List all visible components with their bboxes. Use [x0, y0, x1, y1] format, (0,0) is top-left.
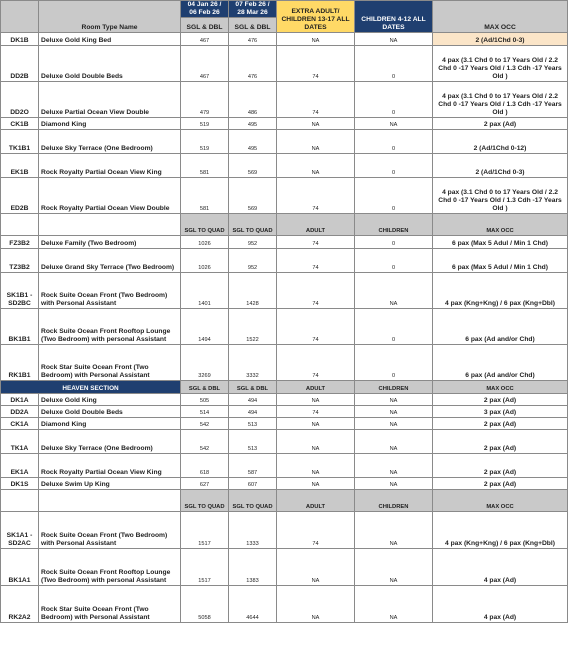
rate-period-1: 542	[181, 430, 229, 454]
rate-period-1: 467	[181, 46, 229, 82]
rate-period-2: 476	[229, 33, 277, 46]
max-occupancy: 4 pax (Kng+Kng) / 6 pax (Kng+Dbl)	[433, 512, 568, 549]
heaven-adult: ADULT	[277, 381, 355, 394]
room-code: SK1A1 - SD2AC	[1, 512, 39, 549]
children-rate: 0	[355, 345, 433, 381]
children-rate: NA	[355, 406, 433, 418]
room-code: EK1B	[1, 154, 39, 178]
table-row	[1, 309, 568, 345]
table-row	[1, 46, 568, 82]
room-code: CK1B	[1, 118, 39, 130]
children-rate: 0	[355, 309, 433, 345]
room-name: Rock Royalty Partial Ocean View Double	[39, 178, 181, 214]
max-occupancy: 4 pax (3.1 Chd 0 to 17 Years Old / 2.2 Chd 0 -17 Years Old / 1.3 Cdh -17 Years Old )	[433, 82, 568, 118]
rate-period-1: 1517	[181, 512, 229, 549]
rate-period-1: 467	[181, 33, 229, 46]
room-code: DD2A	[1, 406, 39, 418]
header-sgl-dbl-2: SGL & DBL	[229, 18, 277, 33]
rate-period-1: 1517	[181, 549, 229, 586]
extra-adult-rate: 74	[277, 273, 355, 309]
rows-top	[1, 33, 568, 214]
rows-heaven	[1, 394, 568, 490]
header-max-occ: MAX OCC	[433, 1, 568, 33]
room-name: Rock Royalty Partial Ocean View King	[39, 154, 181, 178]
room-name: Rock Suite Ocean Front Rooftop Lounge (Two Bedroom) with personal Assistant	[39, 309, 181, 345]
rate-period-2: 952	[229, 236, 277, 249]
room-code: BK1A1	[1, 549, 39, 586]
heaven-max-occ: MAX OCC	[433, 381, 568, 394]
table-row	[1, 249, 568, 273]
children-rate: NA	[355, 394, 433, 406]
heaven-children: CHILDREN	[355, 381, 433, 394]
rate-period-2: 1522	[229, 309, 277, 345]
room-name: Diamond King	[39, 418, 181, 430]
max-occupancy: 4 pax (Ad)	[433, 586, 568, 623]
rate-period-1: 618	[181, 454, 229, 478]
extra-adult-rate: NA	[277, 454, 355, 478]
max-occupancy: 2 pax (Ad)	[433, 394, 568, 406]
extra-adult-rate: NA	[277, 586, 355, 623]
max-occupancy: 4 pax (3.1 Chd 0 to 17 Years Old / 2.2 Chd 0 -17 Years Old / 1.3 Cdh -17 Years Old )	[433, 178, 568, 214]
children-rate: NA	[355, 478, 433, 490]
rate-period-1: 1401	[181, 273, 229, 309]
extra-adult-rate: NA	[277, 430, 355, 454]
heaven-section-title: HEAVEN SECTION	[1, 381, 181, 394]
room-name: Rock Suite Ocean Front Rooftop Lounge (Two Bedroom) with personal Assistant	[39, 549, 181, 586]
table-row	[1, 512, 568, 549]
room-name: Deluxe Gold Double Beds	[39, 46, 181, 82]
max-occupancy: 3 pax (Ad)	[433, 406, 568, 418]
room-name: Deluxe Sky Terrace (One Bedroom)	[39, 130, 181, 154]
extra-adult-rate: NA	[277, 418, 355, 430]
rate-period-2: 4644	[229, 586, 277, 623]
room-code: DK1A	[1, 394, 39, 406]
extra-adult-rate: NA	[277, 33, 355, 46]
room-code: CK1A	[1, 418, 39, 430]
room-code: EK1A	[1, 454, 39, 478]
room-code: FZ3B2	[1, 236, 39, 249]
room-code: RK2A2	[1, 586, 39, 623]
table-row	[1, 178, 568, 214]
rate-period-2: 494	[229, 406, 277, 418]
rate-period-1: 542	[181, 418, 229, 430]
room-name: Deluxe Grand Sky Terrace (Two Bedroom)	[39, 249, 181, 273]
max-occupancy: 2 pax (Ad)	[433, 118, 568, 130]
room-code: TZ3B2	[1, 249, 39, 273]
max-occupancy: 2 (Ad/1Chd 0-3)	[433, 33, 568, 46]
rate-period-1: 519	[181, 118, 229, 130]
rate-period-2: 569	[229, 154, 277, 178]
room-name: Rock Royalty Partial Ocean View King	[39, 454, 181, 478]
rate-period-2: 1333	[229, 512, 277, 549]
children-rate: 0	[355, 236, 433, 249]
table-row	[1, 154, 568, 178]
rate-period-1: 519	[181, 130, 229, 154]
room-name: Rock Suite Ocean Front (Two Bedroom) with Personal Assistant	[39, 273, 181, 309]
max-occupancy: 4 pax (3.1 Chd 0 to 17 Years Old / 2.2 Chd 0 -17 Years Old / 1.3 Cdh -17 Years Old )	[433, 46, 568, 82]
room-code: RK1B1	[1, 345, 39, 381]
sub1-col2: SGL TO QUAD	[229, 214, 277, 236]
max-occupancy: 2 pax (Ad)	[433, 430, 568, 454]
room-name: Rock Star Suite Ocean Front (Two Bedroom) with Personal Assistant	[39, 345, 181, 381]
table-row	[1, 118, 568, 130]
room-code: TK1A	[1, 430, 39, 454]
sub2-col2: SGL TO QUAD	[229, 490, 277, 512]
room-code: DK1B	[1, 33, 39, 46]
extra-adult-rate: 74	[277, 309, 355, 345]
max-occupancy: 2 pax (Ad)	[433, 478, 568, 490]
table-row	[1, 236, 568, 249]
room-name: Deluxe Sky Terrace (One Bedroom)	[39, 430, 181, 454]
children-rate: NA	[355, 273, 433, 309]
room-name: Deluxe Gold Double Beds	[39, 406, 181, 418]
table-row	[1, 130, 568, 154]
rate-period-2: 494	[229, 394, 277, 406]
room-name: Deluxe Family (Two Bedroom)	[39, 236, 181, 249]
max-occupancy: 2 pax (Ad)	[433, 418, 568, 430]
max-occupancy: 6 pax (Max 5 Adul / Min 1 Chd)	[433, 249, 568, 273]
table-row	[1, 345, 568, 381]
table-row	[1, 273, 568, 309]
room-name: Rock Star Suite Ocean Front (Two Bedroom) with Personal Assistant	[39, 586, 181, 623]
sub2-blank-name	[39, 490, 181, 512]
rate-period-1: 1026	[181, 249, 229, 273]
room-code: SK1B1 - SD2BC	[1, 273, 39, 309]
header-extra-adult: EXTRA ADULT/ CHILDREN 13-17 ALL DATES	[277, 1, 355, 33]
sub1-blank-name	[39, 214, 181, 236]
max-occupancy: 6 pax (Ad and/or Chd)	[433, 345, 568, 381]
children-rate: NA	[355, 430, 433, 454]
header-date-2: 07 Feb 26 / 28 Mar 26	[229, 1, 277, 18]
extra-adult-rate: 74	[277, 512, 355, 549]
extra-adult-rate: 74	[277, 345, 355, 381]
children-rate: NA	[355, 586, 433, 623]
children-rate: 0	[355, 82, 433, 118]
table-row	[1, 478, 568, 490]
extra-adult-rate: NA	[277, 118, 355, 130]
max-occupancy: 2 pax (Ad)	[433, 454, 568, 478]
rate-period-2: 513	[229, 418, 277, 430]
rows-bottom	[1, 512, 568, 623]
sub2-adult: ADULT	[277, 490, 355, 512]
children-rate: NA	[355, 512, 433, 549]
max-occupancy: 2 (Ad/1Chd 0-12)	[433, 130, 568, 154]
room-name: Deluxe Gold King Bed	[39, 33, 181, 46]
sub1-adult: ADULT	[277, 214, 355, 236]
rate-period-2: 1383	[229, 549, 277, 586]
rate-period-2: 1428	[229, 273, 277, 309]
rate-period-2: 952	[229, 249, 277, 273]
rate-period-2: 513	[229, 430, 277, 454]
extra-adult-rate: NA	[277, 549, 355, 586]
children-rate: NA	[355, 118, 433, 130]
extra-adult-rate: NA	[277, 154, 355, 178]
header-sgl-dbl-1: SGL & DBL	[181, 18, 229, 33]
extra-adult-rate: NA	[277, 478, 355, 490]
room-name: Deluxe Partial Ocean View Double	[39, 82, 181, 118]
table-row	[1, 406, 568, 418]
children-rate: 0	[355, 249, 433, 273]
room-code: DD2O	[1, 82, 39, 118]
max-occupancy: 6 pax (Max 5 Adul / Min 1 Chd)	[433, 236, 568, 249]
rate-period-1: 505	[181, 394, 229, 406]
room-name: Rock Suite Ocean Front (Two Bedroom) with Personal Assistant	[39, 512, 181, 549]
extra-adult-rate: 74	[277, 236, 355, 249]
max-occupancy: 6 pax (Ad and/or Chd)	[433, 309, 568, 345]
extra-adult-rate: 74	[277, 82, 355, 118]
rate-period-1: 627	[181, 478, 229, 490]
table-row	[1, 549, 568, 586]
table-row	[1, 394, 568, 406]
header-room-type-name: Room Type Name	[39, 1, 181, 33]
room-code: TK1B1	[1, 130, 39, 154]
room-code: DD2B	[1, 46, 39, 82]
rate-period-2: 486	[229, 82, 277, 118]
rate-period-2: 569	[229, 178, 277, 214]
sub2-blank-code	[1, 490, 39, 512]
rate-period-1: 581	[181, 178, 229, 214]
rate-period-2: 476	[229, 46, 277, 82]
sub2-max-occ: MAX OCC	[433, 490, 568, 512]
sub1-children: CHILDREN	[355, 214, 433, 236]
rate-period-2: 495	[229, 130, 277, 154]
rate-period-2: 607	[229, 478, 277, 490]
sub2-col1: SGL TO QUAD	[181, 490, 229, 512]
room-code: BK1B1	[1, 309, 39, 345]
children-rate: 0	[355, 46, 433, 82]
max-occupancy: 4 pax (Ad)	[433, 549, 568, 586]
children-rate: 0	[355, 130, 433, 154]
rate-period-1: 581	[181, 154, 229, 178]
heaven-col2: SGL & DBL	[229, 381, 277, 394]
header-date-1: 04 Jan 26 / 06 Feb 26	[181, 1, 229, 18]
room-name: Deluxe Gold King	[39, 394, 181, 406]
sub1-blank-code	[1, 214, 39, 236]
extra-adult-rate: NA	[277, 394, 355, 406]
rate-period-2: 495	[229, 118, 277, 130]
table-row	[1, 454, 568, 478]
children-rate: NA	[355, 549, 433, 586]
rate-period-1: 1494	[181, 309, 229, 345]
sub1-max-occ: MAX OCC	[433, 214, 568, 236]
heaven-col1: SGL & DBL	[181, 381, 229, 394]
sub1-col1: SGL TO QUAD	[181, 214, 229, 236]
extra-adult-rate: 74	[277, 46, 355, 82]
rate-period-1: 479	[181, 82, 229, 118]
children-rate: NA	[355, 454, 433, 478]
room-name: Diamond King	[39, 118, 181, 130]
rate-period-1: 1026	[181, 236, 229, 249]
children-rate: NA	[355, 418, 433, 430]
children-rate: 0	[355, 154, 433, 178]
extra-adult-rate: NA	[277, 130, 355, 154]
extra-adult-rate: 74	[277, 178, 355, 214]
room-name: Deluxe Swim Up King	[39, 478, 181, 490]
rows-mid	[1, 236, 568, 381]
room-code: DK1S	[1, 478, 39, 490]
room-code: ED2B	[1, 178, 39, 214]
rate-period-2: 3332	[229, 345, 277, 381]
header-code-blank	[1, 1, 39, 33]
children-rate: 0	[355, 178, 433, 214]
extra-adult-rate: 74	[277, 249, 355, 273]
table-row	[1, 430, 568, 454]
extra-adult-rate: 74	[277, 406, 355, 418]
rate-period-1: 5058	[181, 586, 229, 623]
max-occupancy: 2 (Ad/1Chd 0-3)	[433, 154, 568, 178]
table-row	[1, 33, 568, 46]
sub2-children: CHILDREN	[355, 490, 433, 512]
rate-period-1: 514	[181, 406, 229, 418]
table-row	[1, 418, 568, 430]
table-row	[1, 586, 568, 623]
children-rate: NA	[355, 33, 433, 46]
rate-period-2: 587	[229, 454, 277, 478]
table-row	[1, 82, 568, 118]
max-occupancy: 4 pax (Kng+Kng) / 6 pax (Kng+Dbl)	[433, 273, 568, 309]
rate-period-1: 3269	[181, 345, 229, 381]
header-children: CHILDREN 4-12 ALL DATES	[355, 1, 433, 33]
